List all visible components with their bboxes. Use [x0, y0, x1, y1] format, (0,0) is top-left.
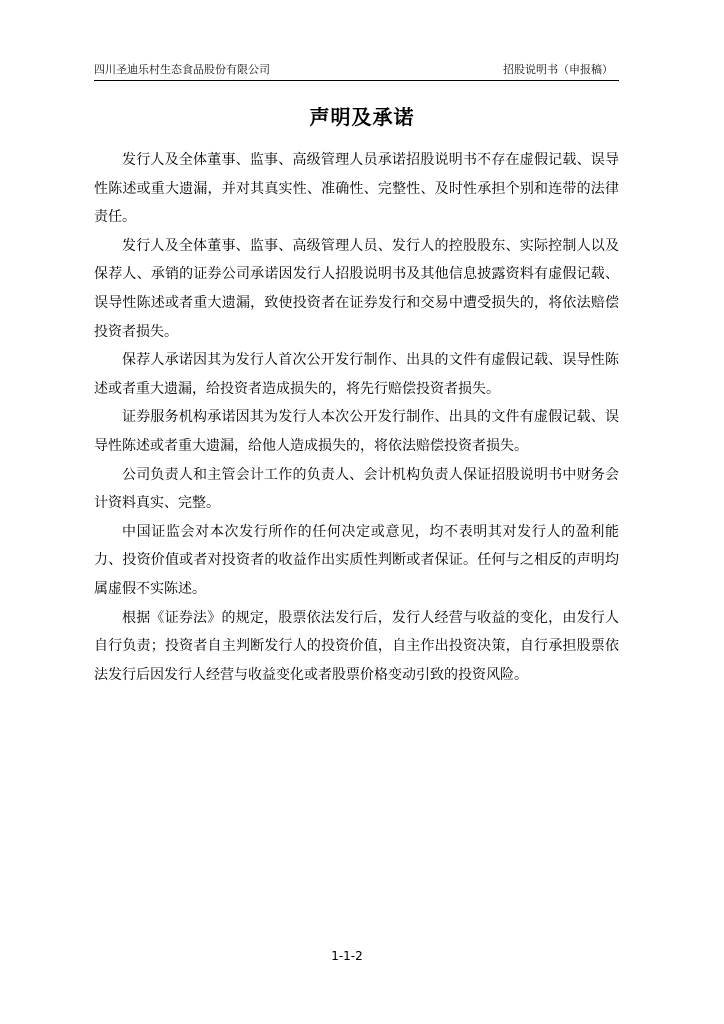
paragraph-issuer-directors: 发行人及全体董事、监事、高级管理人员承诺招股说明书不存在虚假记载、误导性陈述或重大遗漏，并对其真实性、准确性、完整性、及时性承担个别和连带的法律责任。	[94, 152, 619, 226]
paragraph-sponsor: 保荐人承诺因其为发行人首次公开发行制作、出具的文件有虚假记载、误导性陈述或者重大遗漏，给投资者造成损失的，将先行赔偿投资者损失。	[94, 352, 619, 397]
declaration-body	[94, 146, 619, 689]
running-header	[94, 63, 619, 79]
paragraph-securities-service: 证券服务机构承诺因其为发行人本次公开发行制作、出具的文件有虚假记载、误导性陈述或者重大遗漏，给他人造成损失的，将依法赔偿投资者损失。	[94, 409, 619, 454]
page-number: 1-1-2	[331, 949, 363, 963]
header-document-label: 招股说明书（申报稿）	[503, 63, 613, 76]
page-title: 声明及承诺	[309, 105, 415, 129]
header-divider	[94, 80, 619, 81]
paragraph-securities-law: 根据《证券法》的规定，股票依法发行后，发行人经营与收益的变化，由发行人自行负责；投资者自主判断发行人的投资价值，自主作出投资决策，自行承担股票依法发行后因发行人经营与收益变化或者股票价格变动引致的投资风险。	[94, 609, 619, 683]
paragraph-csrc: 中国证监会对本次发行所作的任何决定或意见，均不表明其对发行人的盈利能力、投资价值或者对投资者的收益作出实质性判断或者保证。任何与之相反的声明均属虚假不实陈述。	[94, 523, 619, 597]
paragraph-accounting: 公司负责人和主管会计工作的负责人、会计机构负责人保证招股说明书中财务会计资料真实、完整。	[94, 466, 619, 512]
header-company-name: 四川圣迪乐村生态食品股份有限公司	[94, 63, 270, 76]
paragraph-controlling-parties: 发行人及全体董事、监事、高级管理人员、发行人的控股股东、实际控制人以及保荐人、承销的证券公司承诺因发行人招股说明书及其他信息披露资料有虚假记载、误导性陈述或者重大遗漏，致使投资者在证券发行和交易中遭受损失的，将依法赔偿投资者损失。	[94, 237, 619, 340]
